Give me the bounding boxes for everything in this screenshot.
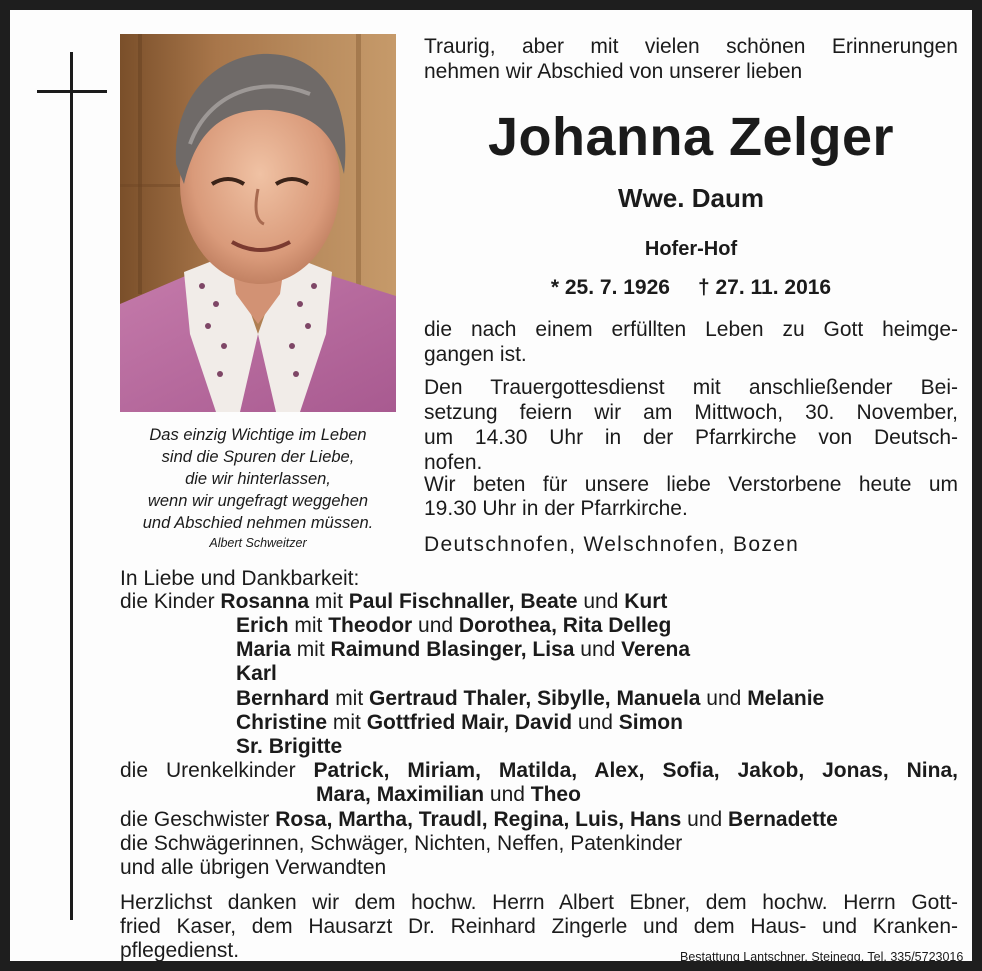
mourner-name: Rosanna bbox=[220, 590, 310, 613]
connector: und bbox=[700, 687, 748, 710]
connector: und bbox=[681, 808, 729, 831]
mourner-name: Melanie bbox=[747, 687, 825, 710]
relation-label: die Geschwister bbox=[120, 808, 276, 831]
connector: mit bbox=[329, 687, 370, 710]
prayer-text-line: 19.30 Uhr in der Pfarrkirche. bbox=[424, 497, 688, 520]
connector: mit bbox=[327, 711, 367, 734]
connector: und bbox=[577, 590, 625, 613]
cross-icon bbox=[70, 52, 73, 920]
service-text-line: setzung feiern wir am Mittwoch, 30. November, bbox=[424, 401, 958, 424]
mourner-name: Bernhard bbox=[236, 687, 330, 710]
connector: und bbox=[484, 783, 531, 806]
mourners-line bbox=[236, 711, 683, 735]
mourner-name: Bernadette bbox=[728, 808, 838, 831]
mourner-name: Erich bbox=[236, 614, 289, 637]
mourner-name: Verena bbox=[621, 638, 691, 661]
mourner-name: Raimund Blasinger, Lisa bbox=[330, 638, 575, 661]
quote-line: wenn wir ungefragt weggehen bbox=[147, 492, 369, 510]
mourners-header: In Liebe und Dankbarkeit: bbox=[120, 567, 360, 590]
thanks-line: pflegedienst. bbox=[120, 939, 240, 962]
mourner-name: Karl bbox=[236, 662, 277, 685]
mourners-line bbox=[236, 614, 671, 638]
quote-line: Das einzig Wichtige im Leben bbox=[149, 426, 367, 444]
service-text-line: Den Trauergottesdienst mit anschließender Bei- bbox=[424, 376, 958, 399]
mourner-name: Kurt bbox=[624, 590, 668, 613]
maiden-name: Wwe. Daum bbox=[618, 183, 764, 213]
farm-name: Hofer-Hof bbox=[644, 238, 738, 260]
life-text-line: gangen ist. bbox=[424, 343, 527, 366]
service-text-line: um 14.30 Uhr in der Pfarrkirche von Deutsch- bbox=[424, 426, 958, 449]
mourner-name: Simon bbox=[618, 711, 683, 734]
connector: und bbox=[572, 711, 619, 734]
mourners-line bbox=[236, 638, 690, 662]
mourners-line bbox=[120, 759, 958, 783]
mourner-name: Sr. Brigitte bbox=[236, 735, 343, 758]
birth-date: * 25. 7. 1926 bbox=[550, 276, 670, 299]
places: Deutschnofen, Welschnofen, Bozen bbox=[424, 533, 800, 556]
death-date: † 27. 11. 2016 bbox=[697, 276, 832, 299]
connector: mit bbox=[309, 590, 349, 613]
relation-label: die Kinder bbox=[120, 590, 221, 613]
mourners-line bbox=[236, 662, 277, 686]
connector: mit bbox=[290, 638, 331, 661]
quote-line: die wir hinterlassen, bbox=[185, 470, 331, 488]
deceased-name: Johanna Zelger bbox=[487, 107, 895, 167]
connector: und bbox=[574, 638, 622, 661]
prayer-text-line: Wir beten für unsere liebe Verstorbene heute um bbox=[424, 473, 958, 496]
service-text-line: nofen. bbox=[424, 451, 483, 474]
mourner-name: Paul Fischnaller, Beate bbox=[348, 590, 578, 613]
portrait-photo bbox=[120, 34, 396, 412]
quote-line: und Abschied nehmen müssen. bbox=[142, 514, 374, 532]
funeral-home-footer: Bestattung Lantschner, Steinegg, Tel. 335/5723016 bbox=[680, 950, 964, 964]
mourner-name: Dorothea, Rita Delleg bbox=[458, 614, 672, 637]
mourner-name: Maria bbox=[236, 638, 291, 661]
relation-label: die Urenkelkinder bbox=[120, 759, 314, 782]
mourner-name: Patrick, Miriam, Matilda, Alex, Sofia, Jakob, Jonas, Nina, bbox=[313, 759, 958, 782]
intro-line: Traurig, aber mit vielen schönen Erinnerungen bbox=[424, 35, 958, 58]
life-text-line: die nach einem erfüllten Leben zu Gott heimge- bbox=[424, 318, 958, 341]
life-dates bbox=[424, 275, 958, 301]
mourner-name: Gertraud Thaler, Sibylle, Manuela bbox=[369, 687, 701, 710]
mourner-name: Christine bbox=[236, 711, 328, 734]
mourners-line bbox=[236, 687, 824, 711]
mourners-line: und alle übrigen Verwandten bbox=[120, 856, 387, 879]
mourners-line bbox=[120, 808, 838, 832]
mourners-line: die Schwägerinnen, Schwäger, Nichten, Neffen, Patenkinder bbox=[120, 832, 683, 855]
connector: und bbox=[412, 614, 459, 637]
mourner-name: Theodor bbox=[328, 614, 413, 637]
quote-line: sind die Spuren der Liebe, bbox=[161, 448, 355, 466]
thanks-line: fried Kaser, dem Hausarzt Dr. Reinhard Zingerle und dem Haus- und Kranken- bbox=[120, 915, 958, 938]
mourner-name: Theo bbox=[530, 783, 581, 806]
mourner-name: Mara, Maximilian bbox=[316, 783, 485, 806]
mourners-line bbox=[236, 735, 342, 759]
memorial-quote bbox=[114, 424, 402, 534]
mourners-line bbox=[316, 783, 581, 807]
intro-line: nehmen wir Abschied von unserer lieben bbox=[424, 60, 803, 83]
mourner-name: Gottfried Mair, David bbox=[366, 711, 573, 734]
mourners-line bbox=[120, 590, 667, 614]
mourner-name: Rosa, Martha, Traudl, Regina, Luis, Hans bbox=[275, 808, 682, 831]
quote-author: Albert Schweitzer bbox=[209, 536, 307, 550]
connector: mit bbox=[288, 614, 329, 637]
cross-icon-bar bbox=[37, 90, 107, 93]
thanks-line: Herzlichst danken wir dem hochw. Herrn Albert Ebner, dem hochw. Herrn Gott- bbox=[120, 891, 958, 914]
